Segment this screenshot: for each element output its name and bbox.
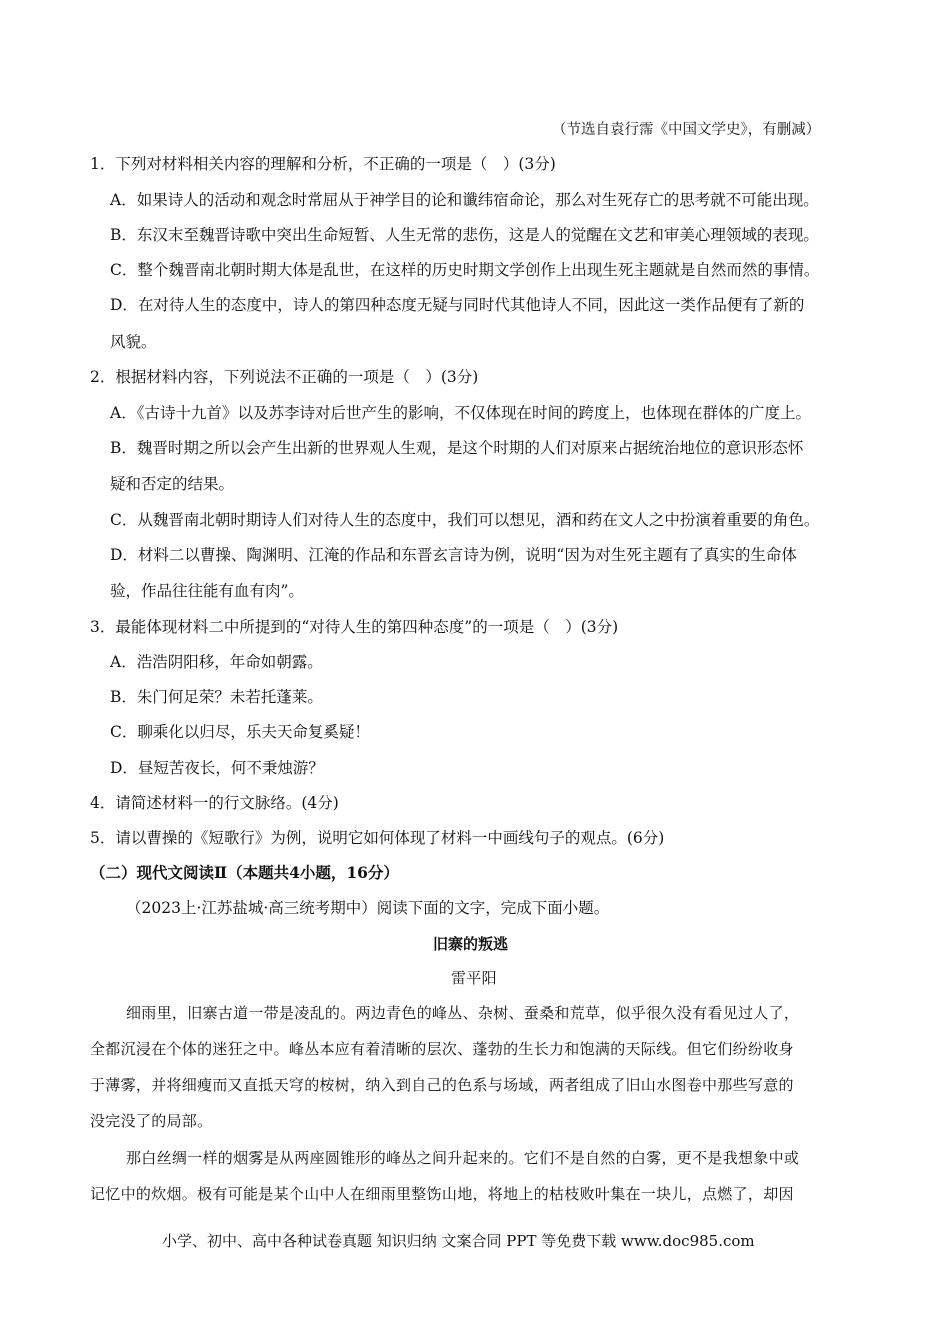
question-3-option-b: B．朱门何足荣？未若托蓬莱。	[110, 688, 323, 706]
question-2-option-a: A．《古诗十九首》以及苏李诗对后世产生的影响，不仅体现在时间的跨度上，也体现在群体的广度上。	[110, 404, 811, 422]
question-3-option-a: A．浩浩阴阳移，年命如朝露。	[110, 653, 323, 671]
question-1-option-b: B．东汉末至魏晋诗歌中突出生命短暂、人生无常的悲伤，这是人的觉醒在文艺和审美心理领域的表现。	[110, 226, 819, 244]
article-author: 雷平阳	[451, 969, 497, 987]
question-1-option-a: A．如果诗人的活动和观念时常屈从于神学目的论和谶纬宿命论，那么对生死存亡的思考就不可能出现。	[110, 191, 819, 209]
paragraph-2-line-1: 那白丝绸一样的烟雾是从两座圆锥形的峰丛之间升起来的。它们不是自然的白雾，更不是我想象中或	[126, 1149, 800, 1167]
question-1-option-d-cont: 风貌。	[110, 333, 157, 351]
question-3-option-c: C．聊乘化以归尽，乐夫天命复奚疑！	[110, 723, 370, 741]
question-4: 4．请简述材料一的行文脉络。(4分)	[90, 794, 339, 812]
paragraph-2-line-2: 记忆中的炊烟。极有可能是某个山中人在细雨里整饬山地，将地上的枯枝败叶集在一块儿，点燃了，却因	[90, 1185, 794, 1203]
paragraph-1-line-2: 全都沉浸在个体的迷狂之中。峰丛本应有着清晰的层次、蓬勃的生长力和饱满的天际线。但它们纷纷收身	[90, 1040, 794, 1058]
question-2-option-c: C．从魏晋南北朝时期诗人们对待人生的态度中，我们可以想见，酒和药在文人之中扮演着重要的角色。	[110, 511, 820, 529]
question-5: 5．请以曹操的《短歌行》为例，说明它如何体现了材料一中画线句子的观点。(6分)	[90, 829, 665, 847]
question-2-option-b: B．魏晋时期之所以会产生出新的世界观人生观，是这个时期的人们对原来占据统治地位的意识形态怀	[110, 439, 804, 457]
question-1-option-c: C．整个魏晋南北朝时期大体是乱世，在这样的历史时期文学创作上出现生死主题就是自然而然的事情。	[110, 261, 820, 279]
article-title: 旧寨的叛逃	[433, 935, 509, 953]
page-footer: 小学、初中、高中各种试卷真题 知识归纳 文案合同 PPT 等免费下载 www.doc985.com	[162, 1232, 755, 1250]
section-intro: （2023上·江苏盐城·高三统考期中）阅读下面的文字，完成下面小题。	[126, 899, 610, 917]
question-2-option-d: D．材料二以曹操、陶渊明、江淹的作品和东晋玄言诗为例，说明“因为对生死主题有了真实的生命体	[110, 546, 797, 564]
paragraph-1-line-1: 细雨里，旧寨古道一带是凌乱的。两边青色的峰丛、杂树、蚕桑和荒草，似乎很久没有看见过人了，	[126, 1004, 800, 1022]
question-2-option-d-cont: 验，作品往往能有血有肉”。	[110, 582, 304, 600]
paragraph-1-line-3: 于薄雾，并将细瘦而又直抵天穹的桉树，纳入到自己的色系与场域，两者组成了旧山水图卷中那些写意的	[90, 1076, 794, 1094]
question-1-stem: 1．下列对材料相关内容的理解和分析，不正确的一项是（ ）(3分)	[90, 155, 556, 173]
paragraph-1-line-4: 没完没了的局部。	[90, 1112, 213, 1130]
question-2-stem: 2．根据材料内容，下列说法不正确的一项是（ ）(3分)	[90, 368, 479, 386]
question-2-option-b-cont: 疑和否定的结果。	[110, 475, 235, 493]
question-3-option-d: D．昼短苦夜长，何不秉烛游？	[110, 759, 324, 777]
section-heading: （二）现代文阅读Ⅱ（本题共4小题，16分）	[90, 863, 399, 882]
question-3-stem: 3．最能体现材料二中所提到的“对待人生的第四种态度”的一项是（ ）(3分)	[90, 618, 619, 636]
source-note: （节选自袁行霈《中国文学史》，有删减）	[552, 122, 821, 138]
question-1-option-d: D．在对待人生的态度中，诗人的第四种态度无疑与同时代其他诗人不同，因此这一类作品便有了新的	[110, 296, 805, 314]
